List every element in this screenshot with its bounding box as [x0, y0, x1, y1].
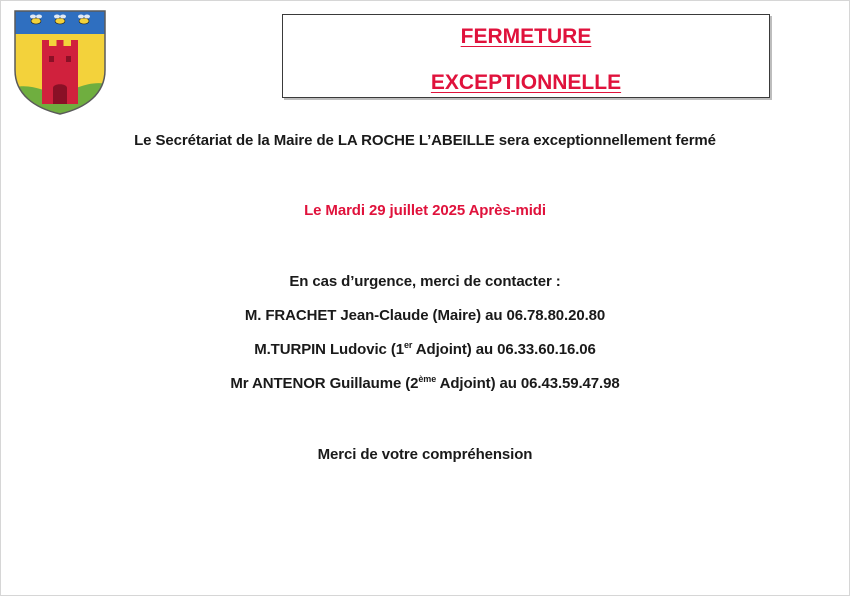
contact-line-second-deputy — [0, 375, 850, 392]
closure-notice: Le Secrétariat de la Maire de LA ROCHE L’ABEILLE sera exceptionnellement fermé — [134, 132, 716, 149]
contact-text: Adjoint) au 06.43.59.47.98 — [436, 375, 620, 392]
contact-text: M.TURPIN Ludovic (1 — [254, 341, 404, 358]
contact-intro: En cas d’urgence, merci de contacter : — [289, 273, 561, 290]
contact-text: M. FRACHET Jean-Claude (Maire) au 06.78.80.20.80 — [244, 307, 606, 324]
contact-line-mayor — [0, 307, 850, 324]
coat-of-arms-icon — [12, 8, 108, 116]
closing-message: Merci de votre compréhension — [317, 446, 533, 463]
title-line-2: EXCEPTIONNELLE — [430, 71, 622, 94]
title-line-1: FERMETURE — [460, 25, 592, 48]
ordinal-suffix: ème — [418, 374, 437, 384]
title-box — [282, 14, 770, 98]
contact-line-first-deputy — [0, 341, 850, 358]
contact-text: Mr ANTENOR Guillaume (2 — [230, 375, 419, 392]
contact-text: Adjoint) au 06.33.60.16.06 — [412, 341, 596, 358]
closure-date: Le Mardi 29 juillet 2025 Après-midi — [304, 202, 546, 219]
ordinal-suffix: er — [403, 340, 413, 350]
